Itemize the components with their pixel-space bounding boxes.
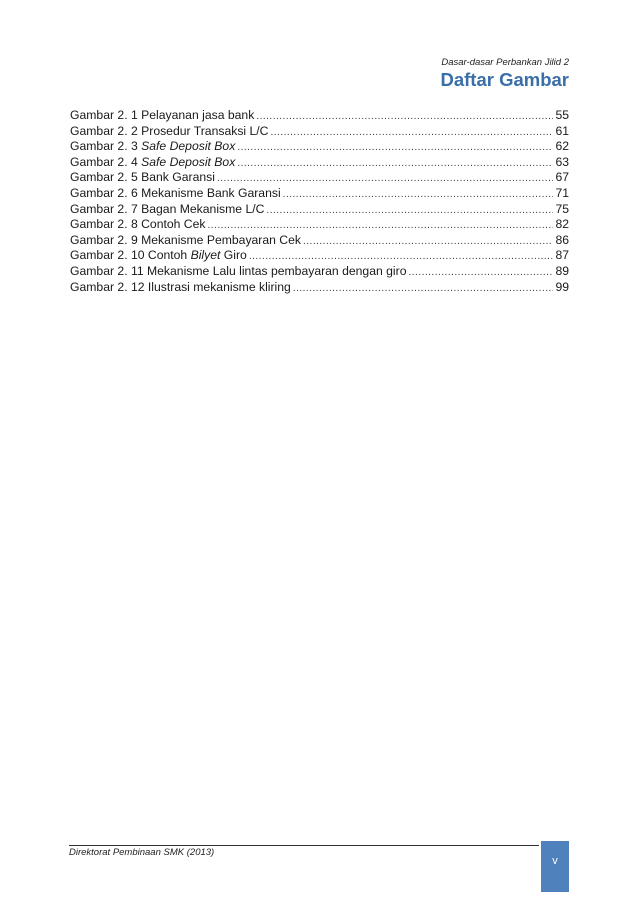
toc-entry[interactable] bbox=[70, 170, 569, 186]
toc-entry[interactable] bbox=[70, 264, 569, 280]
toc-entry-label: Gambar 2. 6 Mekanisme Bank Garansi bbox=[70, 185, 281, 200]
toc-dot-leader bbox=[249, 249, 554, 265]
toc-entry-label: Gambar 2. 9 Mekanisme Pembayaran Cek bbox=[70, 232, 301, 247]
toc-page-number: 86 bbox=[555, 232, 569, 247]
toc-dot-leader bbox=[266, 203, 553, 219]
toc-dot-leader bbox=[237, 140, 553, 156]
footer-divider bbox=[69, 845, 539, 846]
toc-page-number: 87 bbox=[555, 248, 569, 263]
toc-entry[interactable] bbox=[70, 233, 569, 249]
toc-dot-leader bbox=[303, 234, 553, 250]
toc-dot-leader bbox=[237, 156, 553, 172]
toc-entry-label: Gambar 2. 2 Prosedur Transaksi L/C bbox=[70, 123, 269, 138]
toc-entry-label: Gambar 2. 11 Mekanisme Lalu lintas pembayaran dengan giro bbox=[70, 263, 407, 278]
toc-dot-leader bbox=[283, 187, 554, 203]
toc-entry-label: Gambar 2. 3 Safe Deposit Box bbox=[70, 139, 236, 154]
toc-entry[interactable] bbox=[70, 139, 569, 155]
toc-entry[interactable] bbox=[70, 217, 569, 233]
toc-page-number: 61 bbox=[555, 123, 569, 138]
page-number-badge bbox=[541, 841, 569, 892]
toc-entry-label: Gambar 2. 1 Pelayanan jasa bank bbox=[70, 108, 255, 122]
toc-dot-leader bbox=[208, 218, 554, 234]
running-header: Dasar-dasar Perbankan Jilid 2 bbox=[441, 57, 569, 68]
toc-page-number: 89 bbox=[555, 263, 569, 278]
page-number: v bbox=[552, 855, 558, 867]
toc-entry-label: Gambar 2. 10 Contoh Bilyet Giro bbox=[70, 248, 247, 263]
toc-page-number: 71 bbox=[555, 185, 569, 200]
toc-entry[interactable] bbox=[70, 202, 569, 218]
toc-page-number: 99 bbox=[555, 279, 569, 294]
toc-entry-label: Gambar 2. 5 Bank Garansi bbox=[70, 170, 215, 185]
toc-dot-leader bbox=[293, 281, 554, 297]
toc-page-number: 75 bbox=[555, 201, 569, 216]
toc-dot-leader bbox=[217, 171, 553, 187]
toc-page-number: 63 bbox=[555, 154, 569, 169]
toc-entry[interactable] bbox=[70, 108, 569, 124]
toc-page-number: 82 bbox=[555, 217, 569, 232]
toc-entry[interactable] bbox=[70, 280, 569, 296]
toc-entry-label: Gambar 2. 7 Bagan Mekanisme L/C bbox=[70, 201, 265, 216]
page-title: Daftar Gambar bbox=[440, 69, 569, 90]
toc-page-number: 55 bbox=[555, 108, 569, 122]
toc-entry[interactable] bbox=[70, 124, 569, 140]
toc-dot-leader bbox=[408, 265, 553, 281]
figure-list bbox=[70, 108, 569, 295]
toc-dot-leader bbox=[270, 125, 553, 141]
toc-entry-label: Gambar 2. 12 Ilustrasi mekanisme kliring bbox=[70, 279, 291, 294]
toc-page-number: 62 bbox=[555, 139, 569, 154]
footer-text: Direktorat Pembinaan SMK (2013) bbox=[69, 847, 215, 858]
toc-dot-leader bbox=[256, 109, 553, 125]
toc-entry[interactable] bbox=[70, 186, 569, 202]
toc-page-number: 67 bbox=[555, 170, 569, 185]
toc-entry[interactable] bbox=[70, 155, 569, 171]
toc-entry[interactable] bbox=[70, 248, 569, 264]
toc-entry-label: Gambar 2. 4 Safe Deposit Box bbox=[70, 154, 236, 169]
toc-entry-label: Gambar 2. 8 Contoh Cek bbox=[70, 217, 206, 232]
